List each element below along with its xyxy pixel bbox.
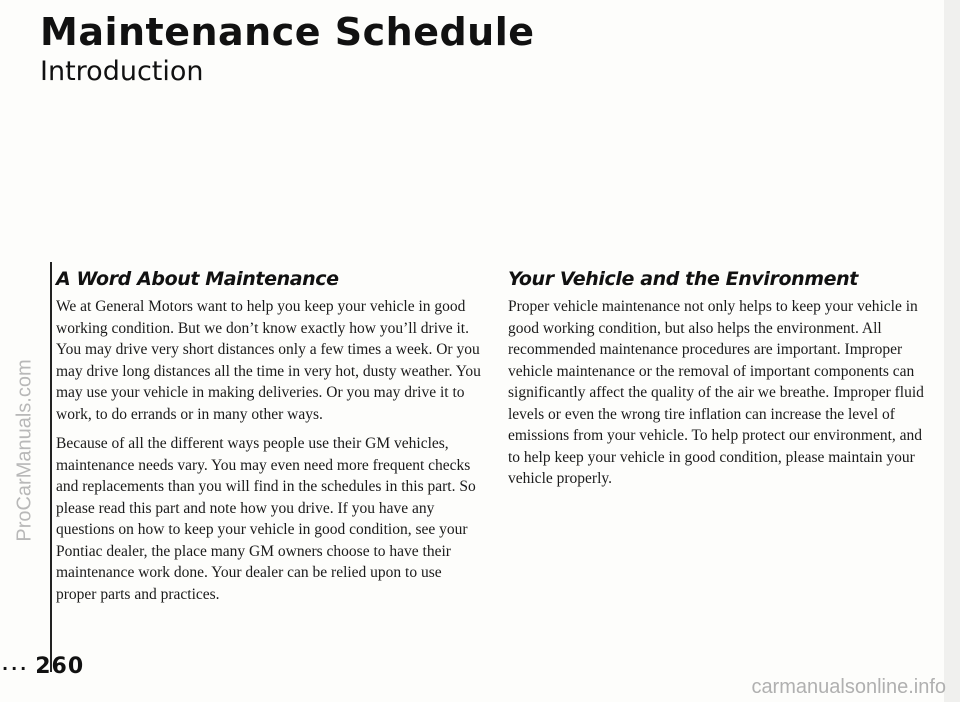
page-edge (944, 0, 960, 702)
footer-watermark: carmanualsonline.info (751, 676, 946, 698)
right-column-heading: Your Vehicle and the Environment (508, 268, 858, 290)
vertical-rule (50, 262, 52, 672)
page-number (2, 654, 84, 679)
page-number-value: 260 (35, 654, 85, 679)
page-title: Maintenance Schedule (40, 10, 535, 54)
left-paragraph-1: We at General Motors want to help you keep your vehicle in good working condition. But we don’t know exactly how you’ll drive it. You may drive very short distances only a few times a week. Or you may drive long distances all the time in very hot, dusty weather. You may use your vehicle in making deliveries. Or you may drive it to work, to do errands or in many other ways. (56, 298, 481, 423)
section-subtitle: Introduction (40, 56, 204, 87)
side-watermark (10, 250, 40, 650)
left-paragraph-2: Because of all the different ways people use their GM vehicles, maintenance needs vary. You may even need more frequent checks and replacements than you will find in the schedules in this part. So please read this part and note how you drive. If you have any questions on how to keep your vehicle in good condition, see your Pontiac dealer, the place many GM owners choose to have their maintenance work done. Your dealer can be relied upon to use proper parts and practices. (56, 435, 476, 603)
left-column (56, 268, 481, 613)
right-paragraph-1: Proper vehicle maintenance not only helps to keep your vehicle in good working condition, but also helps the environment. All recommended maintenance procedures are important. Improper vehicle maintenance or the removal of important components can significantly affect the quality of the air we breathe. Improper fluid levels or even the wrong tire inflation can increase the level of emissions from your vehicle. To help protect our environment, and to help keep your vehicle in good condition, please maintain your vehicle properly. (508, 298, 924, 487)
page-number-dots: ... (2, 655, 30, 674)
side-watermark-text: ProCarManuals.com (13, 358, 36, 542)
left-column-heading: A Word About Maintenance (56, 268, 339, 290)
right-column (508, 268, 933, 498)
